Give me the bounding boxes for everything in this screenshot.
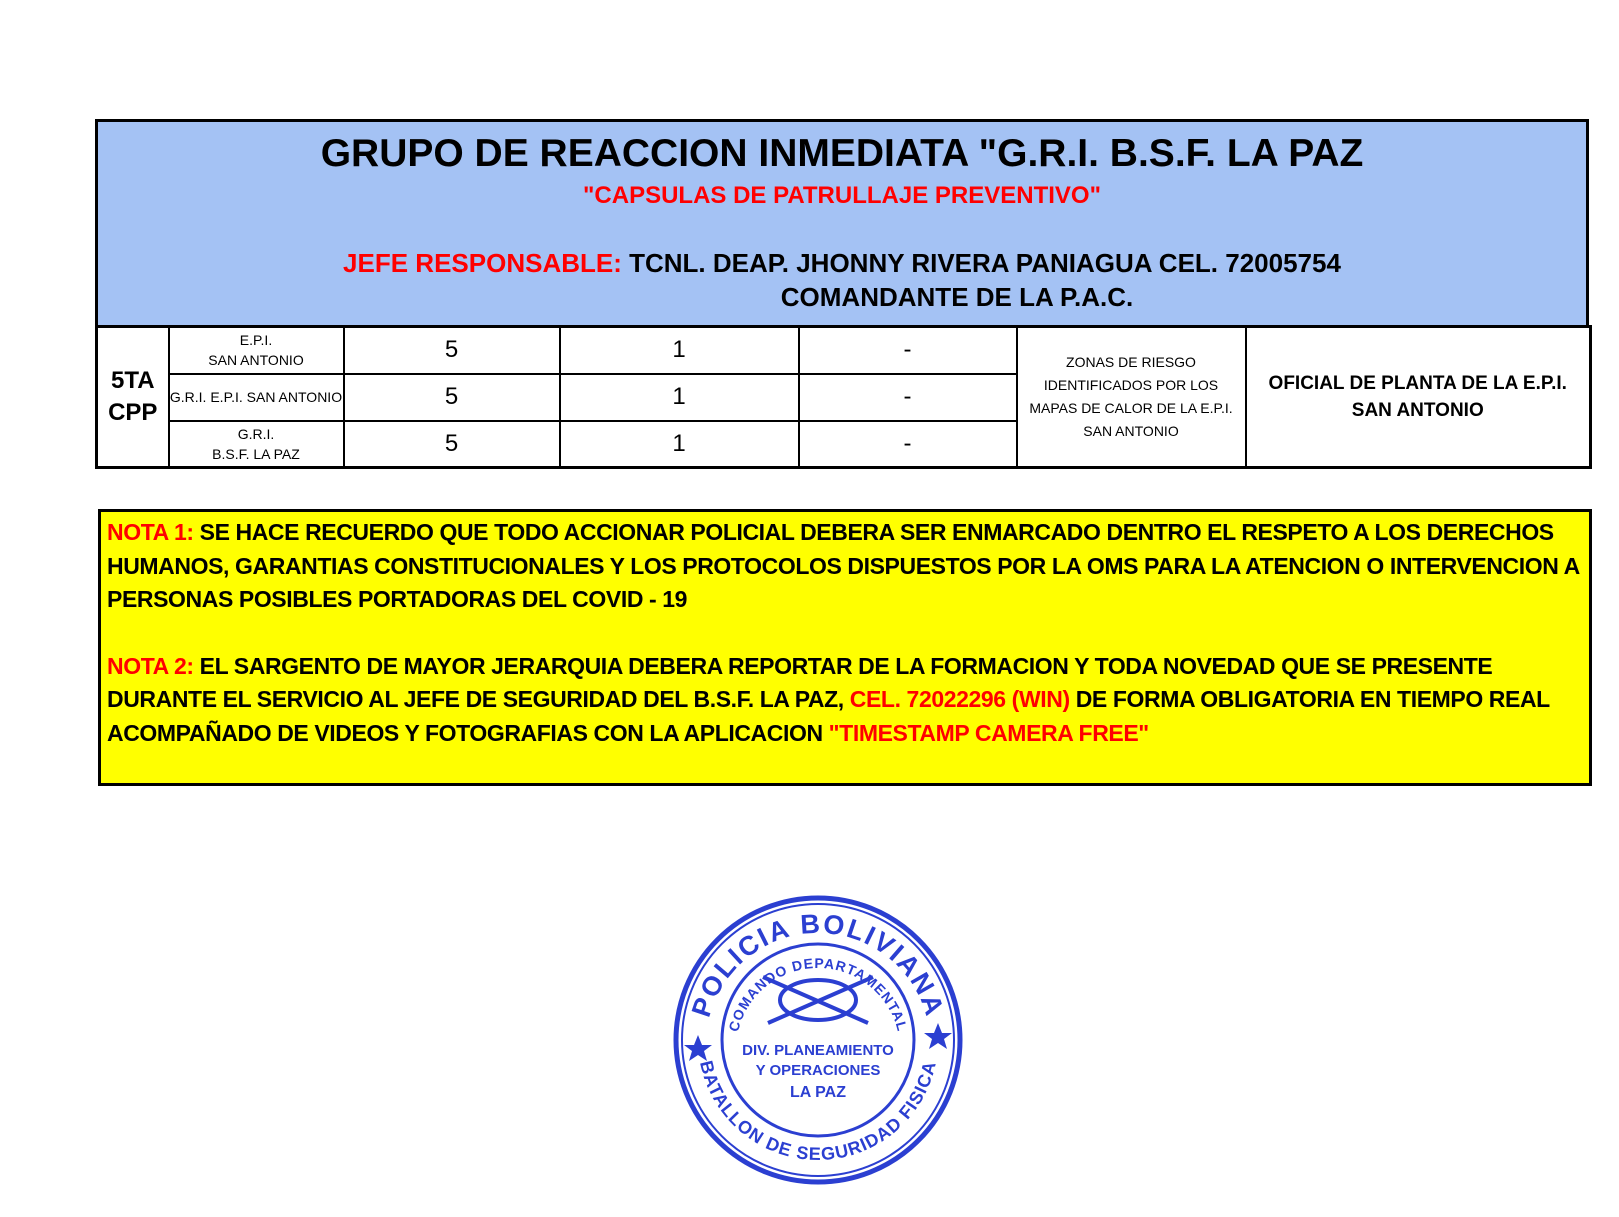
seal-line-2: Y OPERACIONES	[755, 1062, 881, 1079]
chief-line	[98, 248, 1586, 279]
patrol-table	[95, 325, 1592, 469]
document-subtitle: "CAPSULAS DE PATRULLAJE PREVENTIVO"	[583, 182, 1101, 209]
value-cell: 5	[344, 421, 560, 468]
seal-line-3: LA PAZ	[790, 1084, 846, 1101]
subunit-line: SAN ANTONIO	[208, 352, 304, 369]
unit-line: CPP	[108, 399, 158, 426]
note-1	[107, 516, 1583, 617]
officer-cell	[1246, 327, 1591, 468]
zones-line: MAPAS DE CALOR DE LA E.P.I.	[1029, 400, 1233, 416]
subunit-line: G.R.I.	[237, 425, 275, 442]
zones-line: ZONAS DE RIESGO	[1066, 354, 1196, 370]
subunit-cell: G.R.I. E.P.I. SAN ANTONIO	[169, 374, 344, 421]
seal-inner-ring	[722, 944, 914, 1136]
value-cell: 1	[560, 421, 799, 468]
seal-outer-ring	[676, 898, 960, 1182]
value-cell: -	[799, 421, 1017, 468]
document-title: GRUPO DE REACCION INMEDIATA "G.R.I. B.S.F. LA PAZ	[320, 132, 1364, 175]
seal-outer-top-text: POLICIA BOLIVIANA	[685, 908, 951, 1021]
officer-line: OFICIAL DE PLANTA DE LA E.P.I.	[1268, 373, 1567, 394]
zones-line: IDENTIFICADOS POR LOS	[1043, 377, 1219, 393]
note-2-app: "TIMESTAMP CAMERA FREE"	[828, 719, 1149, 746]
note-2-text-cont: DE FORMA OBLIGATORIA EN TIEMPO REAL ACOMPAÑADO DE VIDEOS Y FOTOGRAFIAS CON LA APLICACION	[107, 686, 1550, 746]
value-cell: -	[799, 374, 1017, 421]
subunit-cell	[169, 421, 344, 468]
seal-inner-top-text: COMANDO DEPARTAMENTAL	[725, 954, 911, 1034]
unit-line: 5TA	[110, 367, 155, 394]
value-cell: -	[799, 327, 1017, 374]
police-seal	[668, 895, 968, 1185]
zones-cell	[1017, 327, 1246, 468]
seal-emblem-icon	[763, 977, 873, 1023]
note-2-text: EL SARGENTO DE MAYOR JERARQUIA DEBERA REPORTAR DE LA FORMACION Y TODA NOVEDAD QUE SE PRESENTE DURANTE EL SERVICIO AL JEFE DE SEGURIDAD DEL B.S.F. LA PAZ,	[107, 652, 1493, 712]
notes-box	[98, 509, 1592, 786]
note-2	[107, 650, 1583, 751]
note-2-phone: CEL. 72022296 (WIN)	[849, 686, 1070, 712]
seal-outer-bottom-text: BATALLON DE SEGURIDAD FISICA	[696, 1058, 940, 1165]
seal-star-icon	[924, 1023, 952, 1049]
document-header	[95, 119, 1589, 325]
zones-line: SAN ANTONIO	[1083, 423, 1179, 439]
note-1-text: SE HACE RECUERDO QUE TODO ACCIONAR POLICIAL DEBERA SER ENMARCADO DENTRO EL RESPETO A LOS DERECHOS HUMANOS, GARANTIAS CONSTITUCIONALES Y LOS PROTOCOLOS DISPUESTOS POR LA OMS PARA LA ATENCION O INTERVENCION A PERSONAS POSIBLES PORTADORAS DEL COVID - 19	[107, 519, 1579, 612]
subunit-cell	[169, 327, 344, 374]
seal-line-1: DIV. PLANEAMIENTO	[742, 1042, 894, 1059]
commander-line: COMANDANTE DE LA P.A.C.	[780, 282, 1134, 312]
value-cell: 5	[344, 327, 560, 374]
value-cell: 1	[560, 327, 799, 374]
note-1-label: NOTA 1:	[107, 519, 194, 545]
chief-value: TCNL. DEAP. JHONNY RIVERA PANIAGUA CEL. 72005754	[629, 248, 1341, 278]
subunit-line: B.S.F. LA PAZ	[212, 445, 300, 462]
table-row	[97, 327, 1591, 374]
officer-line: SAN ANTONIO	[1351, 400, 1484, 421]
value-cell: 1	[560, 374, 799, 421]
chief-label: JEFE RESPONSABLE:	[343, 248, 622, 278]
seal-star-icon	[684, 1035, 712, 1061]
subunit-line: E.P.I.	[239, 332, 273, 349]
unit-cell	[97, 327, 169, 468]
value-cell: 5	[344, 374, 560, 421]
note-2-label: NOTA 2:	[107, 652, 194, 679]
